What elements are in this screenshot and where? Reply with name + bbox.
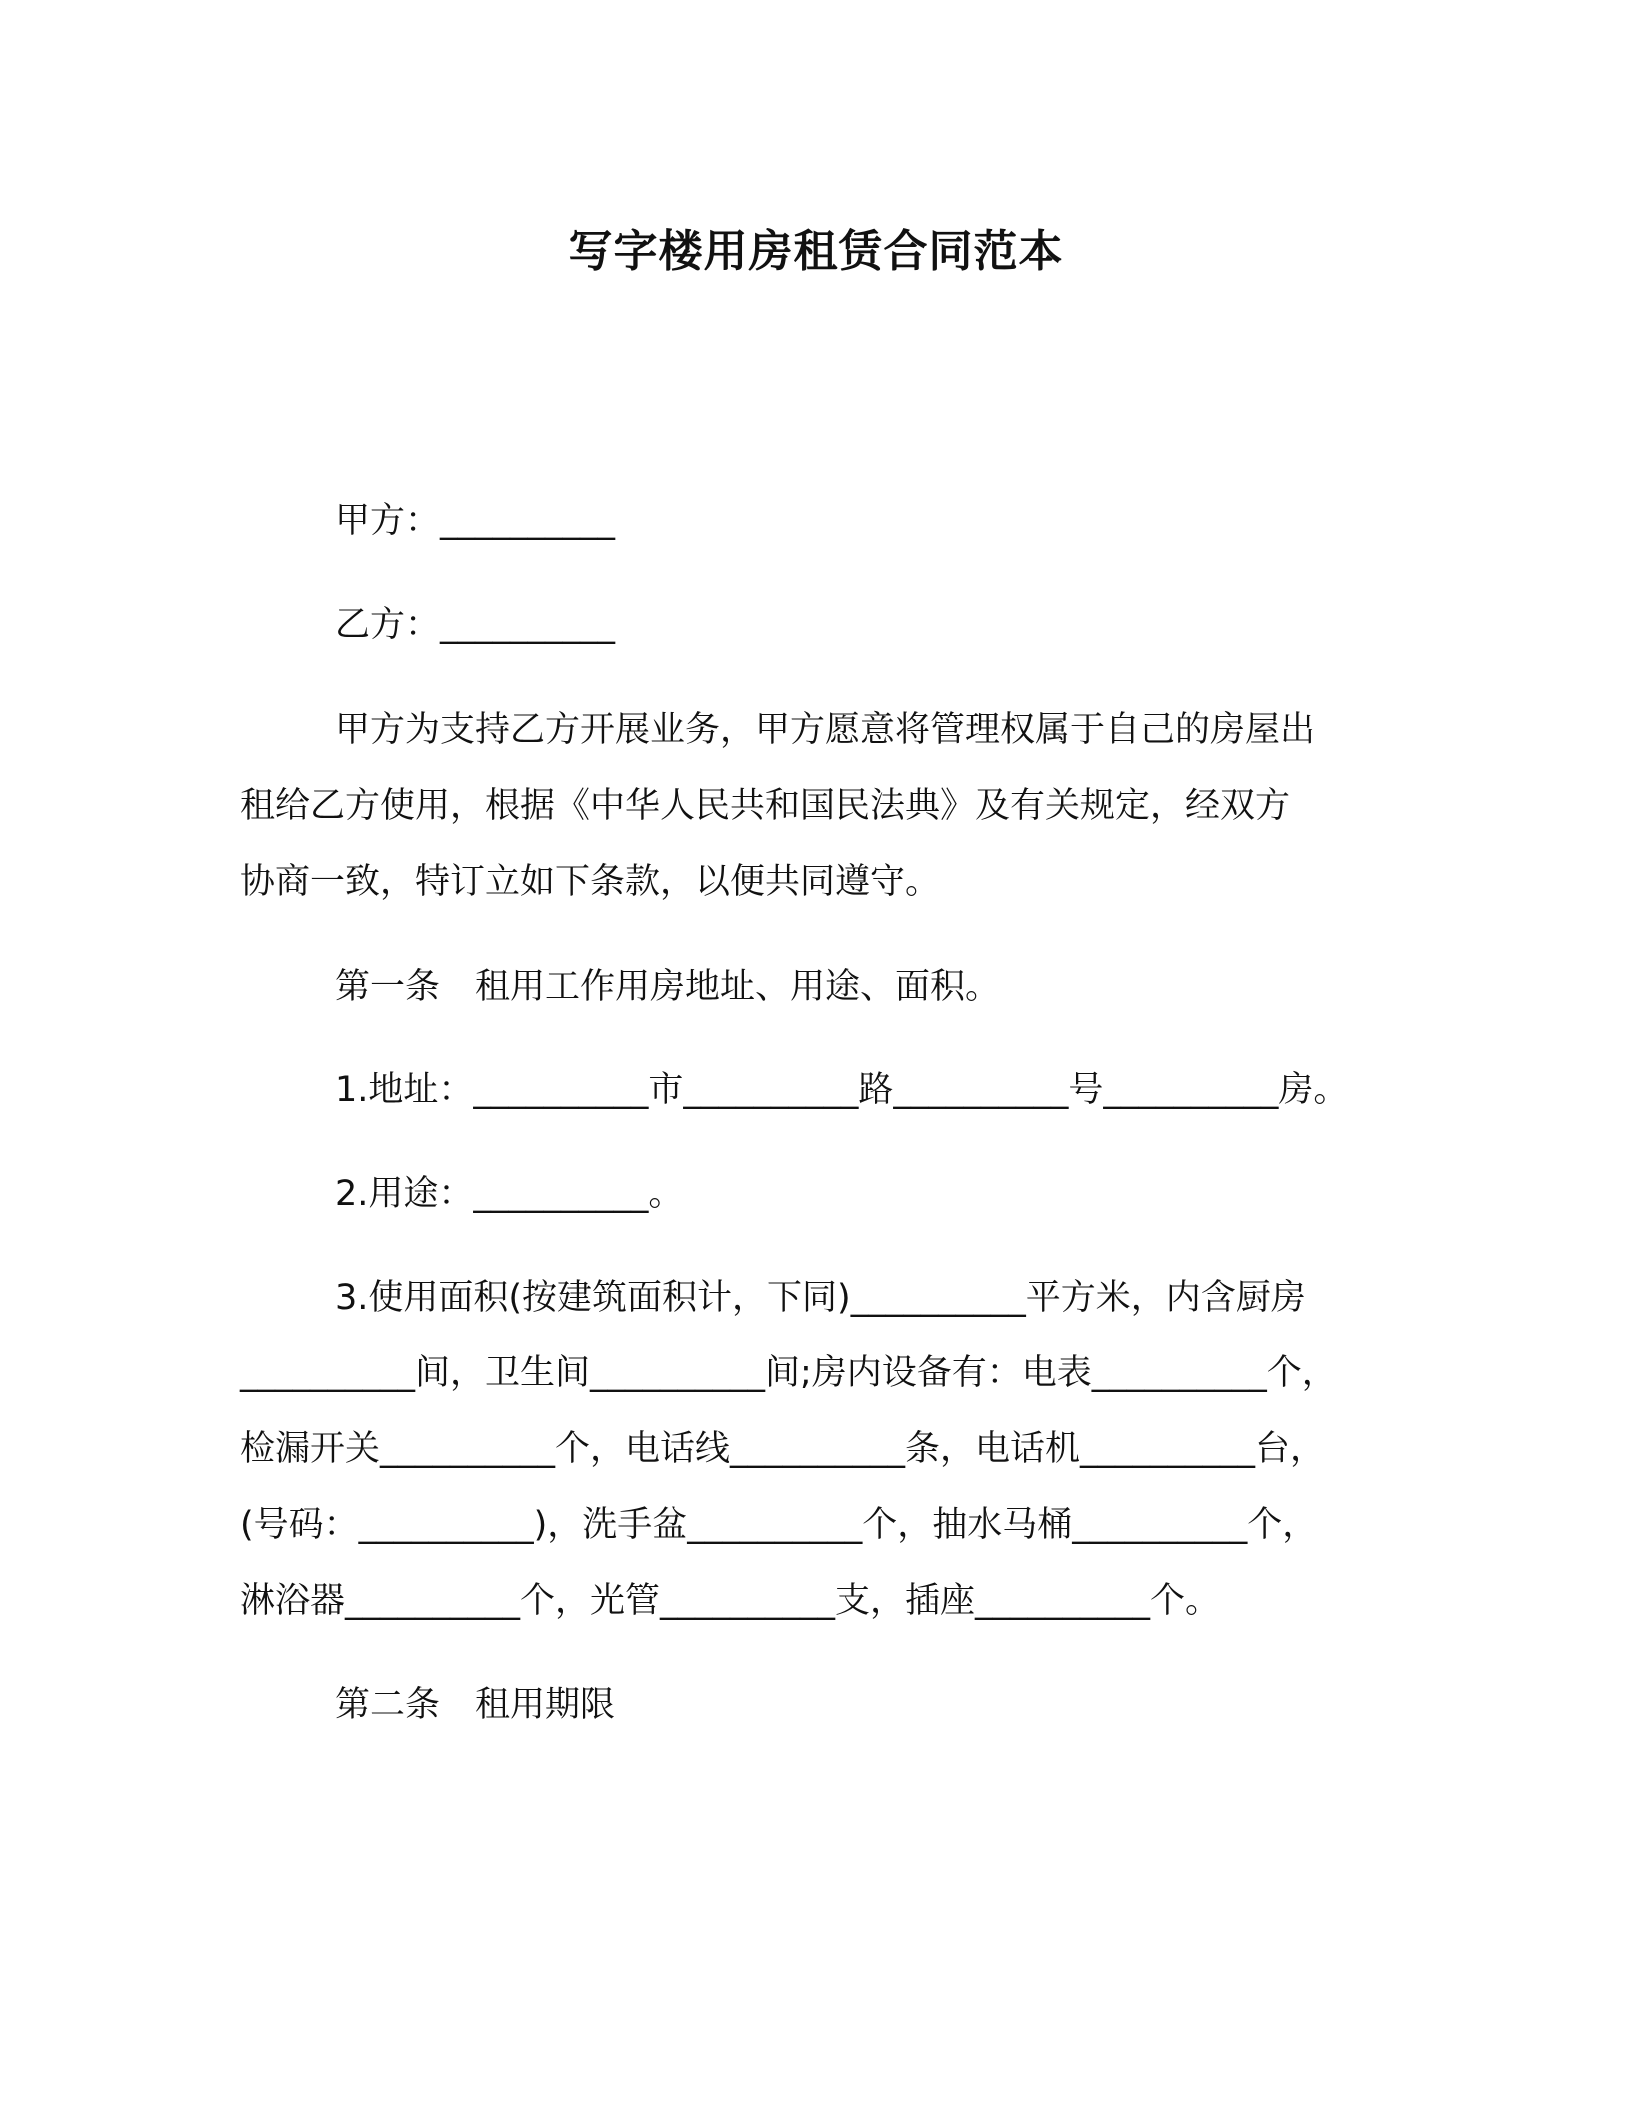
preamble-line-1: 甲方为支持乙方开展业务，甲方愿意将管理权属于自己的房屋出 (335, 710, 1316, 750)
item-use: 2.用途：__________。 (335, 1174, 684, 1214)
preamble-line-3: 协商一致，特订立如下条款，以便共同遵守。 (240, 862, 941, 902)
item-address: 1.地址：__________市__________路__________号__________房。 (335, 1070, 1349, 1110)
item-area-line-5: 淋浴器__________个，光管__________支，插座__________个。 (240, 1581, 1221, 1621)
preamble-line-2: 租给乙方使用，根据《中华人民共和国民法典》及有关规定，经双方 (240, 786, 1291, 826)
item-area-line-1: 3.使用面积(按建筑面积计，下同)__________平方米，内含厨房 (335, 1278, 1306, 1318)
party-b-line: 乙方：__________ (335, 605, 616, 645)
item-area-line-3: 检漏开关__________个，电话线__________条，电话机__________台， (240, 1429, 1326, 1469)
article-1-heading: 第一条 租用工作用房地址、用途、面积。 (335, 967, 1001, 1007)
document-title: 写字楼用房租赁合同范本 (568, 226, 1064, 277)
party-a-line: 甲方：__________ (335, 501, 616, 541)
item-area-line-4: (号码：__________)，洗手盆__________个，抽水马桶__________个， (240, 1505, 1318, 1545)
item-area-line-2: __________间，卫生间__________间;房内设备有：电表__________个， (240, 1353, 1337, 1393)
article-2-heading: 第二条 租用期限 (335, 1685, 616, 1725)
